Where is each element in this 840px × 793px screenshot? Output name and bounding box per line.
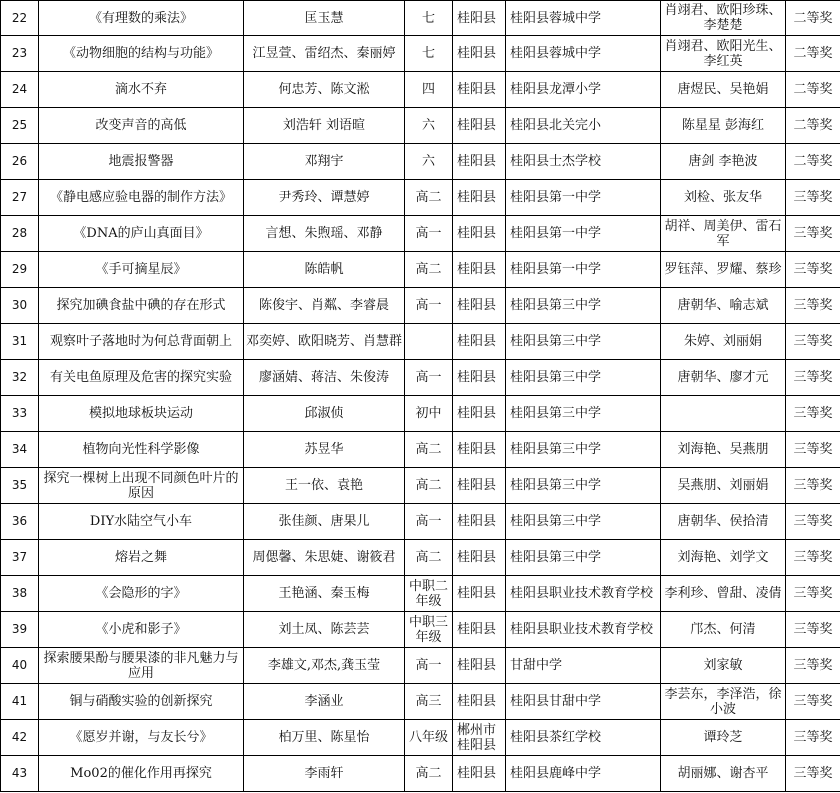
table-row bbox=[1, 216, 840, 252]
school-name-cell: 桂阳县第三中学 bbox=[506, 360, 661, 396]
advisor-teachers-cell: 肖翊君、欧阳珍珠、李楚楚 bbox=[661, 1, 786, 36]
project-title-cell: 有关电鱼原理及危害的探究实验 bbox=[39, 360, 244, 396]
project-title-cell: 《DNA的庐山真面目》 bbox=[39, 216, 244, 252]
row-number-cell: 23 bbox=[1, 36, 39, 72]
grade-cell: 高一 bbox=[405, 288, 453, 324]
project-title-cell: 探索腰果酚与腰果漆的非凡魅力与应用 bbox=[39, 648, 244, 684]
project-title-cell: 《静电感应验电器的制作方法》 bbox=[39, 180, 244, 216]
county-cell: 桂阳县 bbox=[453, 180, 506, 216]
table-row bbox=[1, 432, 840, 468]
grade-cell: 高二 bbox=[405, 756, 453, 792]
project-title-cell: 《动物细胞的结构与功能》 bbox=[39, 36, 244, 72]
county-cell: 桂阳县 bbox=[453, 144, 506, 180]
project-title-cell: 探究一棵树上出现不同颜色叶片的原因 bbox=[39, 468, 244, 504]
grade-cell: 六 bbox=[405, 144, 453, 180]
student-authors-cell: 柏万里、陈星怡 bbox=[244, 720, 405, 756]
project-title-cell: 植物向光性科学影像 bbox=[39, 432, 244, 468]
project-title-cell: 改变声音的高低 bbox=[39, 108, 244, 144]
grade-cell: 初中 bbox=[405, 396, 453, 432]
student-authors-cell: 王艳涵、秦玉梅 bbox=[244, 576, 405, 612]
award-level-cell: 三等奖 bbox=[786, 648, 840, 684]
student-authors-cell: 刘土凤、陈芸芸 bbox=[244, 612, 405, 648]
school-name-cell: 桂阳县甘甜中学 bbox=[506, 684, 661, 720]
table-row bbox=[1, 684, 840, 720]
student-authors-cell: 邓奕婷、欧阳晓芳、肖慧群 bbox=[244, 324, 405, 360]
grade-cell: 高二 bbox=[405, 540, 453, 576]
award-level-cell: 三等奖 bbox=[786, 684, 840, 720]
row-number-cell: 39 bbox=[1, 612, 39, 648]
project-title-cell: 《手可摘星辰》 bbox=[39, 252, 244, 288]
county-cell: 桂阳县 bbox=[453, 324, 506, 360]
award-level-cell: 三等奖 bbox=[786, 576, 840, 612]
row-number-cell: 30 bbox=[1, 288, 39, 324]
advisor-teachers-cell: 刘检、张友华 bbox=[661, 180, 786, 216]
row-number-cell: 22 bbox=[1, 1, 39, 36]
advisor-teachers-cell: 邝杰、何清 bbox=[661, 612, 786, 648]
award-level-cell: 三等奖 bbox=[786, 396, 840, 432]
school-name-cell: 桂阳县第一中学 bbox=[506, 252, 661, 288]
table-row bbox=[1, 360, 840, 396]
row-number-cell: 29 bbox=[1, 252, 39, 288]
row-number-cell: 28 bbox=[1, 216, 39, 252]
advisor-teachers-cell: 刘海艳、刘学文 bbox=[661, 540, 786, 576]
advisor-teachers-cell: 唐朝华、廖才元 bbox=[661, 360, 786, 396]
county-cell: 桂阳县 bbox=[453, 432, 506, 468]
school-name-cell: 桂阳县第一中学 bbox=[506, 180, 661, 216]
school-name-cell: 桂阳县职业技术教育学校 bbox=[506, 612, 661, 648]
school-name-cell: 桂阳县职业技术教育学校 bbox=[506, 576, 661, 612]
school-name-cell: 桂阳县第三中学 bbox=[506, 432, 661, 468]
project-title-cell: 探究加碘食盐中碘的存在形式 bbox=[39, 288, 244, 324]
row-number-cell: 40 bbox=[1, 648, 39, 684]
advisor-teachers-cell: 谭玲芝 bbox=[661, 720, 786, 756]
student-authors-cell: 廖涵婧、蒋洁、朱俊涛 bbox=[244, 360, 405, 396]
table-row bbox=[1, 648, 840, 684]
grade-cell: 高二 bbox=[405, 432, 453, 468]
project-title-cell: 熔岩之舞 bbox=[39, 540, 244, 576]
grade-cell: 七 bbox=[405, 1, 453, 36]
school-name-cell: 桂阳县第三中学 bbox=[506, 396, 661, 432]
row-number-cell: 37 bbox=[1, 540, 39, 576]
row-number-cell: 31 bbox=[1, 324, 39, 360]
row-number-cell: 27 bbox=[1, 180, 39, 216]
county-cell: 桂阳县 bbox=[453, 612, 506, 648]
county-cell: 桂阳县 bbox=[453, 468, 506, 504]
award-level-cell: 二等奖 bbox=[786, 144, 840, 180]
student-authors-cell: 李雄文,邓杰,龚玉莹 bbox=[244, 648, 405, 684]
project-title-cell: 地震报警器 bbox=[39, 144, 244, 180]
school-name-cell: 桂阳县蓉城中学 bbox=[506, 36, 661, 72]
project-title-cell: 《小虎和影子》 bbox=[39, 612, 244, 648]
project-title-cell: DIY水陆空气小车 bbox=[39, 504, 244, 540]
school-name-cell: 桂阳县第三中学 bbox=[506, 324, 661, 360]
school-name-cell: 甘甜中学 bbox=[506, 648, 661, 684]
grade-cell: 四 bbox=[405, 72, 453, 108]
county-cell: 桂阳县 bbox=[453, 36, 506, 72]
row-number-cell: 26 bbox=[1, 144, 39, 180]
table-row bbox=[1, 612, 840, 648]
county-cell: 桂阳县 bbox=[453, 288, 506, 324]
row-number-cell: 42 bbox=[1, 720, 39, 756]
student-authors-cell: 邓翔宇 bbox=[244, 144, 405, 180]
row-number-cell: 24 bbox=[1, 72, 39, 108]
table-body bbox=[1, 1, 840, 792]
school-name-cell: 桂阳县北关完小 bbox=[506, 108, 661, 144]
award-level-cell: 三等奖 bbox=[786, 324, 840, 360]
table-row bbox=[1, 540, 840, 576]
table-row bbox=[1, 288, 840, 324]
advisor-teachers-cell: 吴燕朋、刘丽娟 bbox=[661, 468, 786, 504]
county-cell: 桂阳县 bbox=[453, 396, 506, 432]
advisor-teachers-cell: 胡丽娜、谢杏平 bbox=[661, 756, 786, 792]
county-cell: 桂阳县 bbox=[453, 756, 506, 792]
county-cell: 桂阳县 bbox=[453, 72, 506, 108]
row-number-cell: 32 bbox=[1, 360, 39, 396]
county-cell: 桂阳县 bbox=[453, 540, 506, 576]
advisor-teachers-cell: 唐煜民、吴艳娟 bbox=[661, 72, 786, 108]
student-authors-cell: 王一依、袁艳 bbox=[244, 468, 405, 504]
advisor-teachers-cell: 肖翊君、欧阳光生、李红英 bbox=[661, 36, 786, 72]
advisor-teachers-cell: 李利珍、曾甜、凌倩 bbox=[661, 576, 786, 612]
award-level-cell: 三等奖 bbox=[786, 504, 840, 540]
table-row bbox=[1, 72, 840, 108]
student-authors-cell: 邱淑侦 bbox=[244, 396, 405, 432]
project-title-cell: Mo02的催化作用再探究 bbox=[39, 756, 244, 792]
table-row bbox=[1, 720, 840, 756]
grade-cell: 高一 bbox=[405, 360, 453, 396]
grade-cell: 高三 bbox=[405, 684, 453, 720]
award-level-cell: 三等奖 bbox=[786, 180, 840, 216]
county-cell: 桂阳县 bbox=[453, 252, 506, 288]
county-cell: 桂阳县 bbox=[453, 504, 506, 540]
table-row bbox=[1, 504, 840, 540]
school-name-cell: 桂阳县鹿峰中学 bbox=[506, 756, 661, 792]
award-level-cell: 三等奖 bbox=[786, 360, 840, 396]
award-level-cell: 二等奖 bbox=[786, 1, 840, 36]
table-row bbox=[1, 756, 840, 792]
advisor-teachers-cell: 刘家敏 bbox=[661, 648, 786, 684]
award-level-cell: 三等奖 bbox=[786, 756, 840, 792]
grade-cell: 高二 bbox=[405, 180, 453, 216]
project-title-cell: 铜与硝酸实验的创新探究 bbox=[39, 684, 244, 720]
county-cell: 桂阳县 bbox=[453, 648, 506, 684]
grade-cell: 高二 bbox=[405, 252, 453, 288]
county-cell: 桂阳县 bbox=[453, 108, 506, 144]
table-row bbox=[1, 144, 840, 180]
grade-cell: 高一 bbox=[405, 504, 453, 540]
row-number-cell: 36 bbox=[1, 504, 39, 540]
county-cell: 桂阳县 bbox=[453, 216, 506, 252]
award-level-cell: 二等奖 bbox=[786, 108, 840, 144]
grade-cell: 高一 bbox=[405, 648, 453, 684]
school-name-cell: 桂阳县第一中学 bbox=[506, 216, 661, 252]
project-title-cell: 《有理数的乘法》 bbox=[39, 1, 244, 36]
grade-cell: 中职三年级 bbox=[405, 612, 453, 648]
student-authors-cell: 周偲馨、朱思婕、谢筱君 bbox=[244, 540, 405, 576]
student-authors-cell: 陈皓帆 bbox=[244, 252, 405, 288]
award-level-cell: 三等奖 bbox=[786, 612, 840, 648]
advisor-teachers-cell: 唐朝华、侯拾清 bbox=[661, 504, 786, 540]
grade-cell: 六 bbox=[405, 108, 453, 144]
county-cell: 桂阳县 bbox=[453, 576, 506, 612]
student-authors-cell: 刘浩轩 刘语暄 bbox=[244, 108, 405, 144]
award-level-cell: 二等奖 bbox=[786, 36, 840, 72]
student-authors-cell: 李涵业 bbox=[244, 684, 405, 720]
table-row bbox=[1, 180, 840, 216]
student-authors-cell: 江昱萱、雷绍杰、秦丽婷 bbox=[244, 36, 405, 72]
award-level-cell: 三等奖 bbox=[786, 216, 840, 252]
row-number-cell: 34 bbox=[1, 432, 39, 468]
student-authors-cell: 张佳颜、唐果儿 bbox=[244, 504, 405, 540]
award-level-cell: 三等奖 bbox=[786, 720, 840, 756]
school-name-cell: 桂阳县第三中学 bbox=[506, 504, 661, 540]
advisor-teachers-cell: 朱婷、刘丽娟 bbox=[661, 324, 786, 360]
grade-cell: 七 bbox=[405, 36, 453, 72]
row-number-cell: 38 bbox=[1, 576, 39, 612]
table-row bbox=[1, 252, 840, 288]
award-level-cell: 三等奖 bbox=[786, 540, 840, 576]
project-title-cell: 《会隐形的字》 bbox=[39, 576, 244, 612]
row-number-cell: 25 bbox=[1, 108, 39, 144]
project-title-cell: 模拟地球板块运动 bbox=[39, 396, 244, 432]
advisor-teachers-cell: 唐剑 李艳波 bbox=[661, 144, 786, 180]
school-name-cell: 桂阳县第三中学 bbox=[506, 540, 661, 576]
student-authors-cell: 匡玉慧 bbox=[244, 1, 405, 36]
student-authors-cell: 言想、朱煦瑶、邓静 bbox=[244, 216, 405, 252]
project-title-cell: 滴水不弃 bbox=[39, 72, 244, 108]
county-cell: 桂阳县 bbox=[453, 360, 506, 396]
award-level-cell: 三等奖 bbox=[786, 432, 840, 468]
advisor-teachers-cell: 罗钰萍、罗耀、蔡珍 bbox=[661, 252, 786, 288]
student-authors-cell: 尹秀玲、谭慧婷 bbox=[244, 180, 405, 216]
grade-cell bbox=[405, 324, 453, 360]
grade-cell: 八年级 bbox=[405, 720, 453, 756]
table-row bbox=[1, 576, 840, 612]
award-level-cell: 二等奖 bbox=[786, 72, 840, 108]
county-cell: 郴州市桂阳县 bbox=[453, 720, 506, 756]
award-level-cell: 三等奖 bbox=[786, 468, 840, 504]
advisor-teachers-cell: 刘海艳、吴燕朋 bbox=[661, 432, 786, 468]
student-authors-cell: 何忠芳、陈文淞 bbox=[244, 72, 405, 108]
grade-cell: 中职二年级 bbox=[405, 576, 453, 612]
student-authors-cell: 李雨轩 bbox=[244, 756, 405, 792]
school-name-cell: 桂阳县第三中学 bbox=[506, 288, 661, 324]
row-number-cell: 33 bbox=[1, 396, 39, 432]
row-number-cell: 41 bbox=[1, 684, 39, 720]
school-name-cell: 桂阳县龙潭小学 bbox=[506, 72, 661, 108]
row-number-cell: 35 bbox=[1, 468, 39, 504]
table-row bbox=[1, 324, 840, 360]
grade-cell: 高一 bbox=[405, 216, 453, 252]
project-title-cell: 《愿岁并谢，与友长兮》 bbox=[39, 720, 244, 756]
advisor-teachers-cell: 胡祥、周美伊、雷石军 bbox=[661, 216, 786, 252]
table-row bbox=[1, 36, 840, 72]
county-cell: 桂阳县 bbox=[453, 1, 506, 36]
school-name-cell: 桂阳县蓉城中学 bbox=[506, 1, 661, 36]
school-name-cell: 桂阳县士杰学校 bbox=[506, 144, 661, 180]
advisor-teachers-cell: 李芸东，李泽浩，徐小波 bbox=[661, 684, 786, 720]
grade-cell: 高二 bbox=[405, 468, 453, 504]
advisor-teachers-cell bbox=[661, 396, 786, 432]
advisor-teachers-cell: 陈星星 彭海红 bbox=[661, 108, 786, 144]
award-level-cell: 三等奖 bbox=[786, 288, 840, 324]
table-row bbox=[1, 468, 840, 504]
project-title-cell: 观察叶子落地时为何总背面朝上 bbox=[39, 324, 244, 360]
county-cell: 桂阳县 bbox=[453, 684, 506, 720]
student-authors-cell: 陈俊宇、肖粼、李睿晨 bbox=[244, 288, 405, 324]
table-row bbox=[1, 1, 840, 36]
student-authors-cell: 苏昱华 bbox=[244, 432, 405, 468]
table-row bbox=[1, 108, 840, 144]
award-level-cell: 三等奖 bbox=[786, 252, 840, 288]
school-name-cell: 桂阳县茶红学校 bbox=[506, 720, 661, 756]
advisor-teachers-cell: 唐朝华、喻志斌 bbox=[661, 288, 786, 324]
table-row bbox=[1, 396, 840, 432]
school-name-cell: 桂阳县第三中学 bbox=[506, 468, 661, 504]
row-number-cell: 43 bbox=[1, 756, 39, 792]
